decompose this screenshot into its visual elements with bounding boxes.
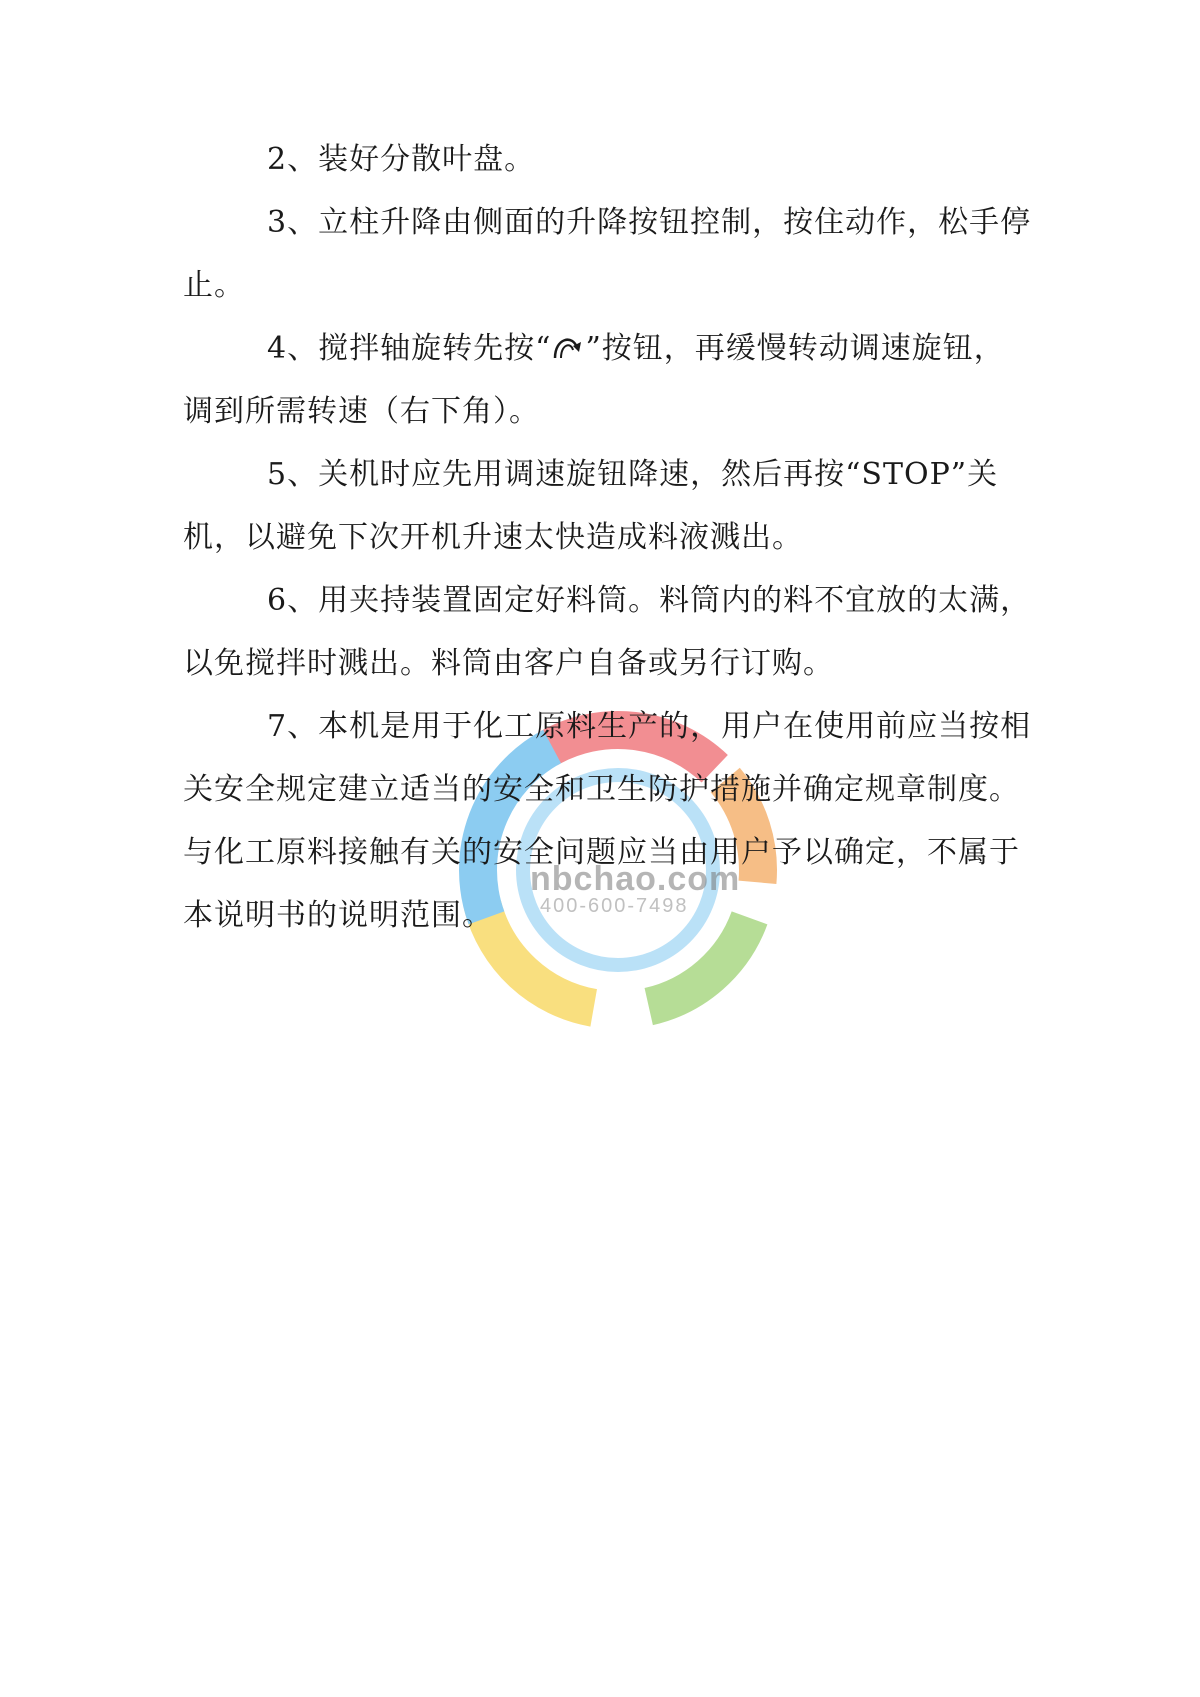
- document-body: [183, 128, 1033, 947]
- paragraph-step-6: 6、用夹持装置固定好料筒。料筒内的料不宜放的太满，以免搅拌时溅出。料筒由客户自备或另行订购。: [183, 583, 1032, 681]
- step-4-text-before: 4、搅拌轴旋转先按“: [267, 331, 552, 366]
- watermark-site: nbchao.com: [530, 860, 741, 898]
- paragraph-step-2: 2、装好分散叶盘。: [267, 142, 536, 177]
- paragraph-step-5: 5、关机时应先用调速旋钮降速，然后再按“STOP”关机，以避免下次开机升速太快造成料液溅出。: [183, 457, 999, 555]
- paragraph-step-3: 3、立柱升降由侧面的升降按钮控制，按住动作，松手停止。: [183, 205, 1032, 303]
- paragraph-step-4: [183, 317, 1033, 443]
- rotate-icon: [551, 332, 585, 362]
- step-4-text-after: ”按钮，再缓慢转动调速旋钮，调到所需转速（右下角）。: [183, 331, 1005, 429]
- watermark-phone: 400-600-7498: [540, 895, 689, 917]
- paragraph-step-7: 7、本机是用于化工原料生产的，用户在使用前应当按相关安全规定建立适当的安全和卫生防护措施并确定规章制度。与化工原料接触有关的安全问题应当由用户予以确定，不属于本说明书的说明范围。: [183, 709, 1032, 933]
